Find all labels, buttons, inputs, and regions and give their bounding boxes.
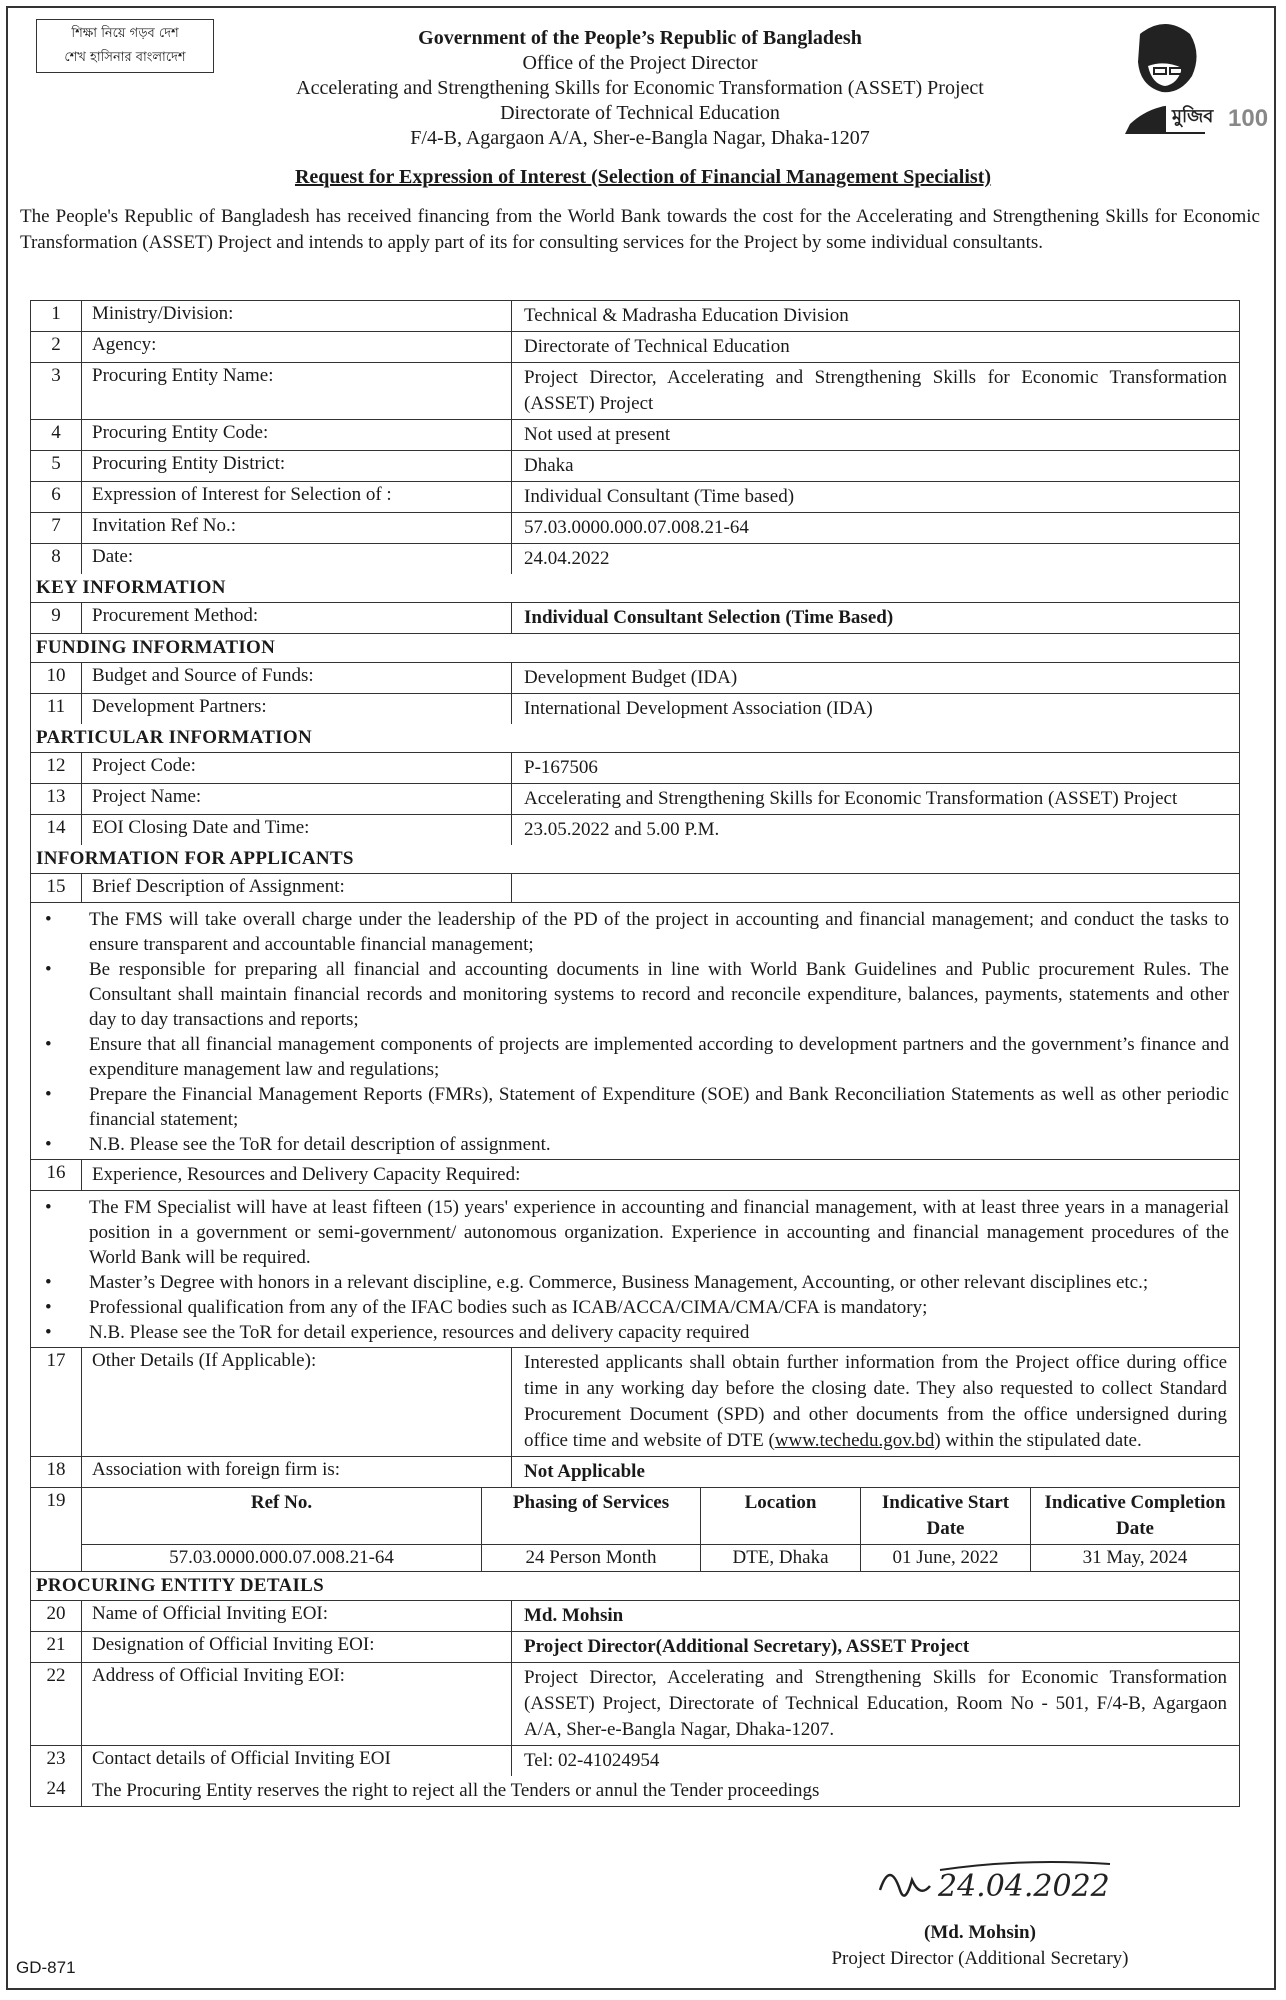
row-label: Contact details of Official Inviting EOI <box>82 1746 512 1776</box>
row-number: 3 <box>31 363 82 419</box>
row-label: Project Name: <box>82 784 512 814</box>
bullet-dot-icon: • <box>45 1272 52 1293</box>
row-number: 15 <box>31 874 82 902</box>
bullet-item <box>41 1270 1229 1295</box>
row-label: Designation of Official Inviting EOI: <box>82 1632 512 1662</box>
table-row <box>31 815 1239 845</box>
table-row <box>31 420 1239 451</box>
other-details-text-end: ) within the stipulated date. <box>934 1430 1142 1451</box>
row-number: 10 <box>31 663 82 693</box>
row-value: 24.04.2022 <box>524 548 610 569</box>
row-value: P-167506 <box>524 757 598 778</box>
row-value <box>512 874 1239 902</box>
table-row <box>31 1776 1239 1806</box>
svg-text:100: 100 <box>1228 105 1269 132</box>
row-value: Individual Consultant (Time based) <box>524 486 795 507</box>
col-header-location: Location <box>701 1488 861 1544</box>
bullet-text: Prepare the Financial Management Reports (FMRs), Statement of Expenditure (SOE) and Bank Reconciliation Statements as well as other periodic financial statement; <box>89 1084 1229 1130</box>
header-directorate: Directorate of Technical Education <box>500 102 780 124</box>
row-value: Project Director(Additional Secretary), ASSET Project <box>524 1636 970 1657</box>
row-value <box>512 1348 1239 1456</box>
row-number: 8 <box>31 544 82 574</box>
section-key-information: KEY INFORMATION <box>36 577 226 598</box>
row-value: Not Applicable <box>524 1461 645 1482</box>
row-number: 5 <box>31 451 82 481</box>
row-value: 23.05.2022 and 5.00 P.M. <box>524 819 720 840</box>
header-government: Government of the People’s Republic of Bangladesh <box>418 27 862 49</box>
row-value: The Procuring Entity reserves the right to reject all the Tenders or annul the Tender proceedings <box>92 1780 820 1801</box>
header-address: F/4-B, Agargaon A/A, Sher-e-Bangla Nagar, Dhaka-1207 <box>410 127 870 149</box>
bullet-text: N.B. Please see the ToR for detail description of assignment. <box>89 1134 551 1155</box>
row-label: Association with foreign firm is: <box>82 1457 512 1487</box>
row-value: Individual Consultant Selection (Time Based) <box>524 607 894 628</box>
row-label: Procurement Method: <box>82 603 512 633</box>
row-number: 19 <box>31 1488 82 1571</box>
bullet-item <box>41 907 1229 957</box>
row-number: 2 <box>31 332 82 362</box>
row-label: Date: <box>82 544 512 574</box>
row-number: 6 <box>31 482 82 512</box>
row-label: Procuring Entity Name: <box>82 363 512 419</box>
row-number: 22 <box>31 1663 82 1745</box>
bullet-dot-icon: • <box>45 1084 52 1105</box>
section-funding-information: FUNDING INFORMATION <box>36 637 276 658</box>
cell-start-date: 01 June, 2022 <box>861 1545 1031 1571</box>
row-value: Project Director, Accelerating and Strengthening Skills for Economic Transformation (ASSET) Project, Directorate of Technical Education, Room No - 501, F/4-B, Agargaon A/A, Sher-e-Bangla Nagar, Dhaka-1207. <box>524 1667 1227 1740</box>
row-number: 12 <box>31 753 82 783</box>
table-row <box>31 784 1239 815</box>
other-details-text: Interested applicants shall obtain further information from the Project office during office time in any working day before the closing date. They also requested to collect Standard Procurement Document (SPD) and other documents from the office undersigned during office time and website of DTE ( <box>524 1352 1227 1451</box>
row-number: 16 <box>31 1160 82 1190</box>
row-label: Budget and Source of Funds: <box>82 663 512 693</box>
row-number: 13 <box>31 784 82 814</box>
bullet-item <box>41 1295 1229 1320</box>
bullet-dot-icon: • <box>45 1297 52 1318</box>
bullet-item <box>41 1082 1229 1132</box>
row-number: 4 <box>31 420 82 450</box>
row-number: 21 <box>31 1632 82 1662</box>
header-project: Accelerating and Strengthening Skills for Economic Transformation (ASSET) Project <box>296 77 984 99</box>
row-value: Tel: 02-41024954 <box>524 1750 660 1771</box>
svg-text:মুজিব: মুজিব <box>1172 106 1214 127</box>
section-procuring-entity-details: PROCURING ENTITY DETAILS <box>36 1575 325 1596</box>
table-row <box>31 1160 1239 1191</box>
row-value: Directorate of Technical Education <box>524 336 790 357</box>
cell-location: DTE, Dhaka <box>701 1545 861 1571</box>
bullet-dot-icon: • <box>45 1322 52 1343</box>
row-value: Technical & Madrasha Education Division <box>524 305 849 326</box>
bullet-text: Ensure that all financial management components of projects are implemented according to development partners and the government’s finance and expenditure management law and regulations; <box>89 1034 1229 1080</box>
row-label: Invitation Ref No.: <box>82 513 512 543</box>
row-label: Development Partners: <box>82 694 512 724</box>
row-number: 17 <box>31 1348 82 1456</box>
bullet-text: Professional qualification from any of the IFAC bodies such as ICAB/ACCA/CIMA/CMA/CFA is mandatory; <box>89 1297 928 1318</box>
motto-line-2: শেখ হাসিনার বাংলাদেশ <box>64 50 186 65</box>
row-value: Accelerating and Strengthening Skills for Economic Transformation (ASSET) Project <box>524 788 1178 809</box>
mujib-100-emblem-icon <box>1110 14 1270 134</box>
col-header-start-date: Indicative Start Date <box>861 1488 1031 1544</box>
row-number: 20 <box>31 1601 82 1631</box>
row-label: Agency: <box>82 332 512 362</box>
bullet-dot-icon: • <box>45 1034 52 1055</box>
bullet-item <box>41 1195 1229 1270</box>
bullet-dot-icon: • <box>45 909 52 930</box>
table-row <box>31 482 1239 513</box>
signatory <box>800 1920 1160 1972</box>
col-header-completion-date: Indicative Completion Date <box>1044 1492 1226 1539</box>
row-label: Ministry/Division: <box>82 301 512 331</box>
table-row <box>31 1663 1239 1746</box>
table-row <box>31 1601 1239 1632</box>
table-row <box>31 301 1239 332</box>
bullet-item <box>41 1032 1229 1082</box>
row-label: Address of Official Inviting EOI: <box>82 1663 512 1745</box>
row-number: 18 <box>31 1457 82 1487</box>
row-label: Other Details (If Applicable): <box>82 1348 512 1456</box>
table-row <box>31 1488 1239 1572</box>
bullet-text: Master’s Degree with honors in a relevant discipline, e.g. Commerce, Business Management, Accounting, or other relevant disciplines etc.; <box>89 1272 1149 1293</box>
bullet-text: N.B. Please see the ToR for detail experience, resources and delivery capacity required <box>89 1322 750 1343</box>
letterhead <box>160 26 1120 151</box>
table-row <box>31 363 1239 420</box>
section-particular-information: PARTICULAR INFORMATION <box>36 727 312 748</box>
bullet-text: Be responsible for preparing all financial and accounting documents in line with World Bank Guidelines and Public procurement Rules. The Consultant shall maintain financial records and monitoring systems to record and reconcile expenditure, balances, payments, statements and other day to day transactions and reports; <box>89 959 1229 1030</box>
dte-website-link[interactable]: www.techedu.gov.bd <box>774 1430 935 1451</box>
signatory-name: (Md. Mohsin) <box>924 1922 1036 1943</box>
row-value: Dhaka <box>524 455 574 476</box>
row-number: 24 <box>31 1776 82 1806</box>
row-number: 9 <box>31 603 82 633</box>
experience-requirements-list <box>31 1191 1239 1347</box>
row-label: Experience, Resources and Delivery Capacity Required: <box>92 1164 521 1185</box>
row-label: Name of Official Inviting EOI: <box>82 1601 512 1631</box>
row-label: Procuring Entity Code: <box>82 420 512 450</box>
cell-ref: 57.03.0000.000.07.008.21-64 <box>82 1545 482 1571</box>
table-row <box>31 513 1239 544</box>
table-row <box>31 663 1239 694</box>
bullet-text: The FM Specialist will have at least fifteen (15) years' experience in accounting and financial management, with at least three years in a managerial position in a government or semi-government/ autonomous organization. Experience in accounting and financial management procedures of the World Bank will be required. <box>89 1197 1229 1268</box>
bullet-item <box>41 1320 1229 1345</box>
table-row <box>31 451 1239 482</box>
table-row <box>31 544 1239 574</box>
row-label: Procuring Entity District: <box>82 451 512 481</box>
row-number: 11 <box>31 694 82 724</box>
bullet-item <box>41 957 1229 1032</box>
cell-phasing: 24 Person Month <box>482 1545 701 1571</box>
handwritten-signature <box>850 1850 1150 1920</box>
document-title: Request for Expression of Interest (Selection of Financial Management Specialist) <box>294 166 992 188</box>
assignment-description-list <box>31 903 1239 1159</box>
intro-paragraph: The People's Republic of Bangladesh has received financing from the World Bank towards the cost for the Accelerating and Strengthening Skills for Economic Transformation (ASSET) Project and intends to apply part of its for consulting services for the Project by some individual consultants. <box>20 206 1260 253</box>
row-number: 14 <box>31 815 82 845</box>
section-information-for-applicants: INFORMATION FOR APPLICANTS <box>36 848 354 869</box>
row-label: EOI Closing Date and Time: <box>82 815 512 845</box>
cell-completion-date: 31 May, 2024 <box>1082 1547 1188 1568</box>
row-label: Expression of Interest for Selection of : <box>82 482 512 512</box>
table-row <box>31 332 1239 363</box>
table-row <box>31 1348 1239 1457</box>
row-value: Not used at present <box>524 424 671 445</box>
table-row <box>31 753 1239 784</box>
row-number: 23 <box>31 1746 82 1776</box>
row-label: Brief Description of Assignment: <box>82 874 512 902</box>
row-number: 1 <box>31 301 82 331</box>
row-value: Development Budget (IDA) <box>524 667 738 688</box>
table-row <box>31 603 1239 634</box>
table-row <box>31 1457 1239 1488</box>
bullet-dot-icon: • <box>45 959 52 980</box>
col-header-phasing: Phasing of Services <box>482 1488 701 1544</box>
header-office: Office of the Project Director <box>522 52 758 74</box>
assignment-schedule-table <box>82 1488 1239 1571</box>
col-header-ref: Ref No. <box>82 1488 482 1544</box>
eoi-table <box>30 300 1240 1807</box>
signatory-title: Project Director (Additional Secretary) <box>831 1948 1129 1969</box>
signature-date: 24.04.2022 <box>938 1869 1110 1904</box>
row-value: 57.03.0000.000.07.008.21-64 <box>524 517 749 538</box>
bullet-dot-icon: • <box>45 1134 52 1155</box>
table-row <box>31 1632 1239 1663</box>
motto-line-1: শিক্ষা নিয়ে গড়ব দেশ <box>71 26 179 41</box>
bullet-dot-icon: • <box>45 1197 52 1218</box>
row-value: Project Director, Accelerating and Strengthening Skills for Economic Transformation (ASSET) Project <box>524 367 1227 414</box>
table-row <box>31 874 1239 903</box>
table-row <box>31 694 1239 724</box>
gd-code: GD-871 <box>16 1958 76 1977</box>
row-value: International Development Association (IDA) <box>524 698 873 719</box>
table-row <box>31 1746 1239 1776</box>
bullet-item <box>41 1132 1229 1157</box>
row-label: Project Code: <box>82 753 512 783</box>
row-value: Md. Mohsin <box>524 1605 624 1626</box>
row-number: 7 <box>31 513 82 543</box>
bullet-text: The FMS will take overall charge under the leadership of the PD of the project in accounting and financial management; and conduct the tasks to ensure transparent and accountable financial management; <box>89 909 1229 955</box>
